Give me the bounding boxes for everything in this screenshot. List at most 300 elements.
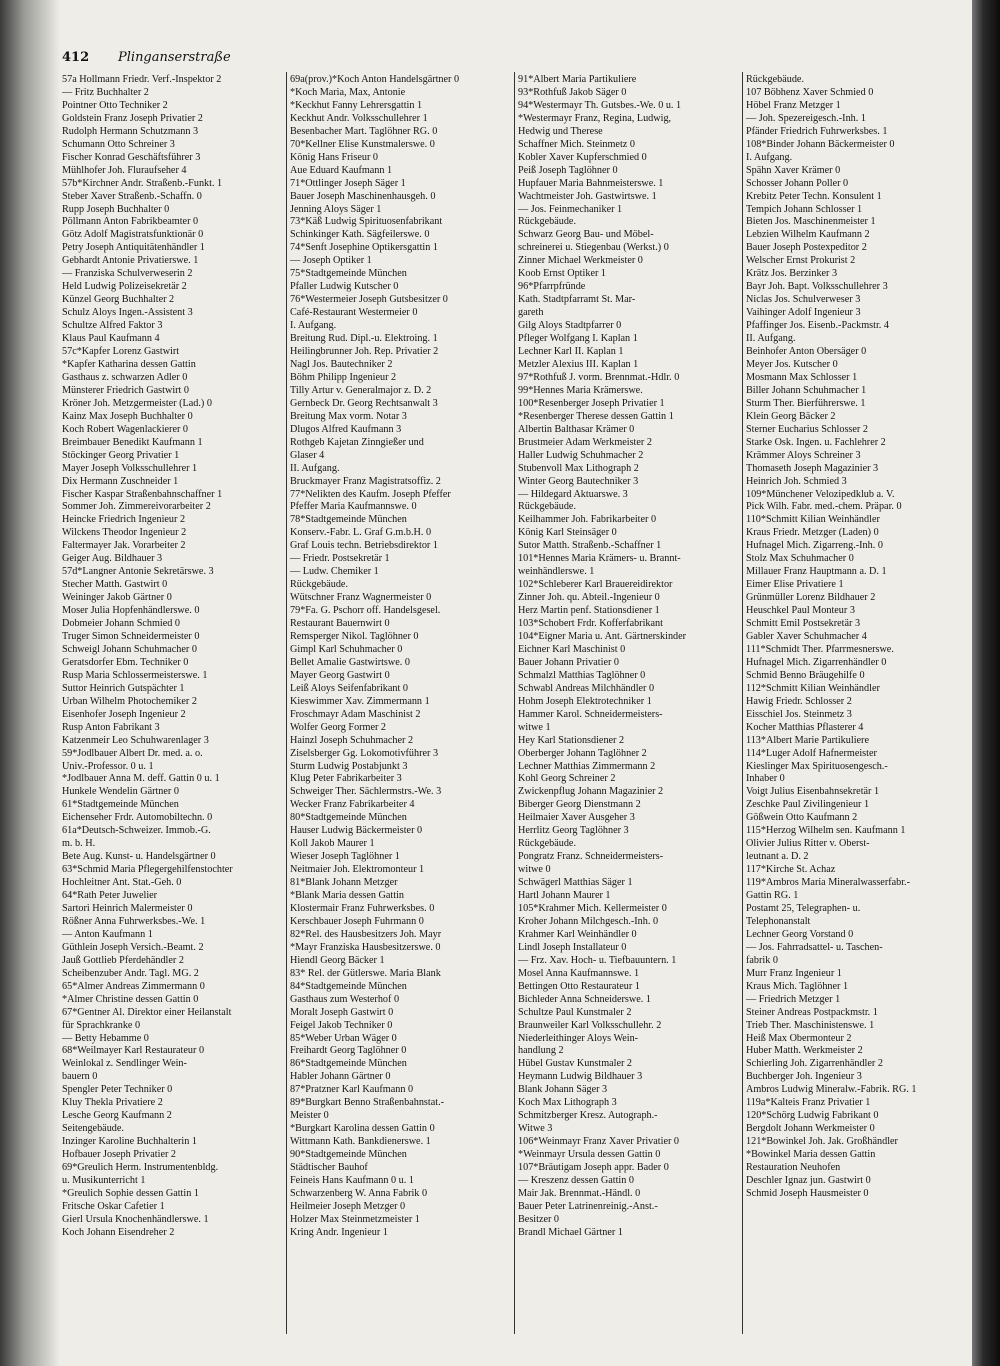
- directory-entry: Mayer Georg Gastwirt 0: [290, 669, 390, 681]
- directory-entry: Biller Johann Schuhmacher 1: [746, 384, 867, 396]
- directory-entry: 119*Ambros Maria Mineralwasserfabr.-: [746, 877, 910, 889]
- directory-entry: Kroher Johann Milchgesch.-Inh. 0: [518, 915, 659, 927]
- directory-entry: *Greulich Sophie dessen Gattin 1: [62, 1187, 199, 1199]
- directory-entry: 57c*Kapfer Lorenz Gastwirt: [62, 346, 180, 358]
- directory-entry: 68*Weilmayer Karl Restaurateur 0: [62, 1045, 205, 1057]
- directory-entry: Pick Wilh. Fabr. med.-chem. Präpar. 0: [746, 501, 902, 513]
- directory-entry: 110*Schmitt Kilian Weinhändler: [746, 514, 880, 526]
- directory-entry: 101*Hennes Maria Krämers- u. Brannt-: [518, 553, 681, 565]
- directory-entry: Besitzer 0: [518, 1213, 560, 1225]
- directory-entry: Rusp Maria Schlossermeisterswe. 1: [62, 669, 208, 681]
- directory-entry: Rupp Joseph Buchhalter 0: [62, 203, 170, 215]
- directory-entry: Biberger Georg Dienstmann 2: [518, 799, 641, 811]
- directory-entry: *Bowinkel Maria dessen Gattin: [746, 1149, 876, 1161]
- directory-entry: 69*Greulich Herm. Instrumentenbldg.: [62, 1162, 219, 1174]
- directory-entry: Mühlhofer Joh. Fluraufseher 4: [62, 164, 187, 176]
- directory-entry: Gattin RG. 1: [746, 890, 799, 902]
- directory-entry: Lesche Georg Kaufmann 2: [62, 1110, 172, 1122]
- directory-entry: Klaus Paul Kaufmann 4: [62, 333, 160, 345]
- column-divider: [742, 72, 743, 1334]
- directory-entry: Heinrich Joh. Schmied 3: [746, 475, 847, 487]
- directory-entry: Hauser Ludwig Bäckermeister 0: [290, 825, 423, 837]
- directory-entry: Geiger Aug. Bildhauer 3: [62, 553, 163, 565]
- directory-entry: Gierl Ursula Knochenhändlerswe. 1: [62, 1213, 209, 1225]
- directory-entry: Hübel Gustav Kunstmaler 2: [518, 1058, 633, 1070]
- directory-entry: Bauer Peter Latrinenreinig.-Anst.-: [518, 1200, 658, 1212]
- directory-entry: Krätz Jos. Berzinker 3: [746, 268, 838, 280]
- directory-entry: Jauß Gottlieb Pferdehändler 2: [62, 954, 184, 966]
- directory-entry: Keilhammer Joh. Fabrikarbeiter 0: [518, 514, 657, 526]
- directory-entry: Künzel Georg Buchhalter 2: [62, 294, 175, 306]
- directory-entry: Wachtmeister Joh. Gastwirtswe. 1: [518, 190, 657, 202]
- directory-entry: Steiner Andreas Postpackmstr. 1: [746, 1006, 878, 1018]
- directory-entry: Bayr Joh. Bapt. Volksschullehrer 3: [746, 281, 888, 293]
- page-number: 412: [62, 50, 90, 65]
- directory-entry: Lechner Georg Vorstand 0: [746, 928, 854, 940]
- directory-entry: Geratsdorfer Ebm. Techniker 0: [62, 656, 189, 668]
- directory-entry: Pfaller Ludwig Kutscher 0: [290, 281, 399, 293]
- directory-entry: Metzler Alexius III. Kaplan 1: [518, 358, 639, 370]
- directory-entry: Winter Georg Bautechniker 3: [518, 475, 639, 487]
- directory-entry: 65*Almer Andreas Zimmermann 0: [62, 980, 205, 992]
- directory-entry: Bettingen Otto Restaurateur 1: [518, 980, 640, 992]
- directory-entry: Besenbacher Mart. Taglöhner RG. 0: [290, 125, 438, 137]
- directory-entry: Held Ludwig Polizeisekretär 2: [62, 281, 187, 293]
- directory-entry: Steber Xaver Straßenb.-Schaffn. 0: [62, 190, 202, 202]
- directory-entry: Schmid Joseph Hausmeister 0: [746, 1187, 869, 1199]
- directory-entry: Rückgebäude.: [290, 579, 348, 591]
- directory-entry: Gilg Aloys Stadtpfarrer 0: [518, 320, 622, 332]
- directory-entry: Lebzien Wilhelm Kaufmann 2: [746, 229, 870, 241]
- directory-entry: Eimer Elise Privatiere 1: [746, 579, 844, 591]
- directory-entry: Pfaffinger Jos. Eisenb.-Packmstr. 4: [746, 320, 889, 332]
- directory-entry: Kraus Friedr. Metzger (Laden) 0: [746, 527, 879, 539]
- directory-entry: *Almer Christine dessen Gattin 0: [62, 993, 199, 1005]
- directory-entry: — Joseph Optiker 1: [290, 255, 372, 267]
- directory-entry: Voigt Julius Eisenbahnsekretär 1: [746, 786, 880, 798]
- directory-entry: — Friedr. Postsekretär 1: [290, 553, 390, 565]
- directory-entry: Hiendl Georg Bäcker 1: [290, 954, 385, 966]
- directory-entry: leutnant a. D. 2: [746, 851, 809, 863]
- directory-entry: Gasthaus z. schwarzen Adler 0: [62, 371, 188, 383]
- directory-entry: 109*Münchener Velozipedklub a. V.: [746, 488, 895, 500]
- directory-entry: Klein Georg Bäcker 2: [746, 410, 836, 422]
- directory-entry: Wilckens Theodor Ingenieur 2: [62, 527, 187, 539]
- directory-entry: Albertin Balthasar Krämer 0: [518, 423, 635, 435]
- directory-entry: Schwägerl Matthias Säger 1: [518, 877, 633, 889]
- directory-entry: Nagl Jos. Bautechniker 2: [290, 358, 393, 370]
- directory-entry: Feineis Hans Kaufmann 0 u. 1: [290, 1175, 414, 1187]
- directory-entry: Univ.-Professor. 0 u. 1: [62, 760, 154, 772]
- directory-entry: Rückgebäude.: [518, 838, 576, 850]
- directory-entry: Murr Franz Ingenieur 1: [746, 967, 842, 979]
- directory-entry: Inhaber 0: [746, 773, 785, 785]
- directory-entry: Krebitz Peter Techn. Konsulent 1: [746, 190, 882, 202]
- directory-entry: Niclas Jos. Schulverweser 3: [746, 294, 861, 306]
- directory-entry: Hofbauer Joseph Privatier 2: [62, 1149, 177, 1161]
- directory-entry: Schinkinger Kath. Sägfeilerswe. 0: [290, 229, 430, 241]
- directory-entry: Herz Martin penf. Stationsdiener 1: [518, 605, 660, 617]
- directory-entry: schreinerei u. Stiegenbau (Werkst.) 0: [518, 242, 669, 254]
- directory-entry: I. Aufgang.: [290, 320, 337, 332]
- directory-entry: bauern 0: [62, 1071, 98, 1083]
- directory-entry: Heilingbrunner Joh. Rep. Privatier 2: [290, 346, 439, 358]
- directory-entry: Fischer Konrad Geschäftsführer 3: [62, 151, 201, 163]
- directory-entry: Kieslinger Max Spirituosengesch.-: [746, 760, 888, 772]
- column-4: [746, 74, 966, 1334]
- directory-entry: Millauer Franz Hauptmann a. D. 1: [746, 566, 887, 578]
- directory-entry: witwe 0: [518, 864, 551, 876]
- directory-entry: 70*Kellner Elise Kunstmalerswe. 0: [290, 138, 435, 150]
- directory-entry: Stolz Max Schuhmacher 0: [746, 553, 854, 565]
- directory-entry: Schwarzenberg W. Anna Fabrik 0: [290, 1187, 428, 1199]
- directory-entry: 97*Rothfuß J. vorm. Brennmat.-Hdlr. 0: [518, 371, 680, 383]
- directory-entry: Glaser 4: [290, 449, 325, 461]
- directory-entry: Sutor Matth. Straßenb.-Schaffner 1: [518, 540, 662, 552]
- directory-entry: Rusp Anton Fabrikant 3: [62, 721, 160, 733]
- directory-entry: Bauer Joseph Maschinenhausgeh. 0: [290, 190, 436, 202]
- directory-entry: Café-Restaurant Westermeier 0: [290, 307, 418, 319]
- directory-entry: Koll Jakob Maurer 1: [290, 838, 375, 850]
- directory-entry: Sommer Joh. Zimmereivorarbeiter 2: [62, 501, 211, 513]
- directory-entry: Truger Simon Schneidermeister 0: [62, 630, 200, 642]
- directory-entry: Weinlokal z. Sendlinger Wein-: [62, 1058, 187, 1070]
- directory-entry: Spähn Xaver Krämer 0: [746, 164, 841, 176]
- directory-entry: *Resenberger Therese dessen Gattin 1: [518, 410, 674, 422]
- directory-entry: 85*Weber Urban Wäger 0: [290, 1032, 397, 1044]
- directory-entry: Goldstein Franz Joseph Privatier 2: [62, 112, 203, 124]
- directory-entry: Brustmeier Adam Werkmeister 2: [518, 436, 652, 448]
- running-head: Plinganserstraße: [118, 50, 231, 65]
- directory-entry: 111*Schmidt Ther. Pfarrmesnerswe.: [746, 643, 894, 655]
- directory-entry: Bauer Johann Privatier 0: [518, 656, 619, 668]
- directory-entry: Oberberger Johann Taglöhner 2: [518, 747, 647, 759]
- directory-entry: 61*Stadtgemeinde München: [62, 799, 179, 811]
- directory-entry: 86*Stadtgemeinde München: [290, 1058, 407, 1070]
- column-divider: [286, 72, 287, 1334]
- directory-entry: Starke Osk. Ingen. u. Fachlehrer 2: [746, 436, 886, 448]
- directory-entry: Wolfer Georg Former 2: [290, 721, 387, 733]
- directory-entry: II. Aufgang.: [290, 462, 340, 474]
- directory-entry: Eisenhofer Joseph Ingenieur 2: [62, 708, 186, 720]
- directory-entry: — Hildegard Aktuarswe. 3: [518, 488, 628, 500]
- directory-entry: Gernbeck Dr. Georg Rechtsanwalt 3: [290, 397, 438, 409]
- directory-entry: Höbel Franz Metzger 1: [746, 99, 841, 111]
- directory-entry: Scheibenzuber Andr. Tagl. MG. 2: [62, 967, 199, 979]
- directory-entry: 57d*Langner Antonie Sekretärswe. 3: [62, 566, 214, 578]
- directory-entry: Deschler Ignaz jun. Gastwirt 0: [746, 1175, 871, 1187]
- directory-entry: Schultze Paul Kunstmaler 2: [518, 1006, 632, 1018]
- directory-entry: Schmitt Emil Postsekretär 3: [746, 618, 861, 630]
- directory-entry: Dobmeier Johann Schmied 0: [62, 618, 180, 630]
- directory-entry: Schaffner Mich. Steinmetz 0: [518, 138, 635, 150]
- directory-entry: Gimpl Karl Schuhmacher 0: [290, 643, 403, 655]
- directory-entry: Rückgebäude.: [518, 501, 576, 513]
- directory-entry: Mosel Anna Kaufmannswe. 1: [518, 967, 640, 979]
- directory-entry: 74*Senft Josephine Optikersgattin 1: [290, 242, 438, 254]
- directory-entry: Konserv.-Fabr. L. Graf G.m.b.H. 0: [290, 527, 432, 539]
- directory-entry: Götz Adolf Magistratsfunktionär 0: [62, 229, 204, 241]
- directory-entry: 117*Kirche St. Achaz: [746, 864, 836, 876]
- directory-entry: König Hans Friseur 0: [290, 151, 379, 163]
- directory-entry: Hunkele Wendelin Gärtner 0: [62, 786, 179, 798]
- directory-entry: Graf Louis techn. Betriebsdirektor 1: [290, 540, 438, 552]
- directory-entry: 108*Binder Johann Bäckermeister 0: [746, 138, 895, 150]
- directory-entry: Breitung Max vorm. Notar 3: [290, 410, 407, 422]
- directory-entry: Klostermair Franz Fuhrwerksbes. 0: [290, 903, 435, 914]
- directory-entry: Pöllmann Anton Fabrikbeamter 0: [62, 216, 199, 228]
- directory-entry: Froschmayr Adam Maschinist 2: [290, 708, 421, 720]
- directory-entry: 114*Luger Adolf Hafnermeister: [746, 747, 877, 759]
- directory-entry: — Ludw. Chemiker 1: [290, 566, 379, 578]
- directory-entry: 107 Böbhenz Xaver Schmied 0: [746, 86, 874, 98]
- directory-entry: m. b. H.: [62, 838, 96, 850]
- directory-entry: Schierling Joh. Zigarrenhändler 2: [746, 1058, 883, 1070]
- directory-entry: Bruckmayer Franz Magistratsoffiz. 2: [290, 475, 441, 487]
- directory-entry: 73*Käß Ludwig Spirituosenfabrikant: [290, 216, 443, 228]
- directory-entry: 67*Gentner Al. Direktor einer Heilanstalt: [62, 1006, 232, 1018]
- directory-entry: 59*Jodlbauer Albert Dr. med. a. o.: [62, 747, 203, 759]
- column-3: [518, 74, 738, 1334]
- directory-entry: fabrik 0: [746, 954, 778, 966]
- directory-entry: Kieswimmer Xav. Zimmermann 1: [290, 695, 430, 707]
- directory-entry: 78*Stadtgemeinde München: [290, 514, 407, 526]
- directory-entry: 112*Schmitt Kilian Weinhändler: [746, 682, 880, 694]
- directory-entry: 102*Schleberer Karl Brauereidirektor: [518, 579, 673, 591]
- directory-entry: Zinner Michael Werkmeister 0: [518, 255, 643, 267]
- directory-entry: 71*Ottlinger Joseph Säger 1: [290, 177, 406, 189]
- directory-entry: Faltermayer Jak. Vorarbeiter 2: [62, 540, 186, 552]
- directory-entry: 119a*Kalteis Franz Privatier 1: [746, 1097, 871, 1109]
- directory-entry: Sturm Ther. Bierführerswe. 1: [746, 397, 866, 409]
- directory-entry: Freihardt Georg Taglöhner 0: [290, 1045, 407, 1057]
- directory-entry: Koch Max Lithograph 3: [518, 1097, 617, 1109]
- directory-entry: Feigel Jakob Techniker 0: [290, 1019, 393, 1031]
- directory-entry: 107*Bräutigam Joseph appr. Bader 0: [518, 1162, 669, 1174]
- directory-entry: 64*Rath Peter Juwelier: [62, 890, 158, 902]
- directory-entry: *Westermayr Franz, Regina, Ludwig,: [518, 112, 672, 124]
- column-divider: [514, 72, 515, 1334]
- directory-entry: — Joh. Spezereigesch.-Inh. 1: [746, 112, 866, 124]
- directory-entry: 91*Albert Maria Partikuliere: [518, 74, 637, 85]
- directory-entry: Trieb Ther. Maschinistenswe. 1: [746, 1019, 875, 1031]
- directory-entry: Bichleder Anna Schneiderswe. 1: [518, 993, 651, 1005]
- directory-entry: Rückgebäude.: [746, 74, 804, 85]
- directory-entry: 77*Nelikten des Kaufm. Joseph Pfeffer: [290, 488, 451, 500]
- directory-entry: Restauration Neuhofen: [746, 1162, 841, 1174]
- directory-entry: Pfleger Wolfgang I. Kaplan 1: [518, 333, 638, 345]
- directory-entry: Hochleitner Ant. Stat.-Geh. 0: [62, 877, 182, 889]
- directory-entry: 99*Hennes Maria Krämerswe.: [518, 384, 643, 396]
- directory-entry: 120*Schörg Ludwig Fabrikant 0: [746, 1110, 879, 1122]
- directory-entry: Heilmeier Joseph Metzger 0: [290, 1200, 406, 1212]
- directory-entry: *Jodlbauer Anna M. deff. Gattin 0 u. 1: [62, 773, 220, 785]
- directory-entry: Kainz Max Joseph Buchhalter 0: [62, 410, 193, 422]
- directory-entry: Stubenvoll Max Lithograph 2: [518, 462, 639, 474]
- directory-entry: Rothgeb Kajetan Zinngießer und: [290, 436, 424, 448]
- directory-entry: Mair Jak. Brennmat.-Händl. 0: [518, 1187, 641, 1199]
- directory-entry: 90*Stadtgemeinde München: [290, 1149, 407, 1161]
- directory-entry: Koch Robert Wagenlackierer 0: [62, 423, 188, 435]
- directory-entry: Inzinger Karoline Buchhalterin 1: [62, 1136, 197, 1148]
- directory-entry: Spengler Peter Techniker 0: [62, 1084, 173, 1096]
- directory-entry: Kocher Matthias Pflasterer 4: [746, 721, 864, 733]
- directory-entry: Zwickenpflug Johann Magazinier 2: [518, 786, 664, 798]
- directory-entry: 93*Rothfuß Jakob Säger 0: [518, 86, 627, 98]
- directory-entry: Dlugos Alfred Kaufmann 3: [290, 423, 402, 435]
- directory-entry: 82*Rel. des Hausbesitzers Joh. Mayr: [290, 928, 442, 940]
- directory-entry: *Keckhut Fanny Lehrersgattin 1: [290, 99, 423, 111]
- directory-entry: 89*Burgkart Benno Straßenbahnstat.-: [290, 1097, 445, 1109]
- directory-entry: Fischer Kaspar Straßenbahnschaffner 1: [62, 488, 223, 500]
- directory-entry: Buchberger Joh. Ingenieur 3: [746, 1071, 862, 1083]
- directory-entry: Gasthaus zum Westerhof 0: [290, 993, 400, 1005]
- page-header: [62, 50, 962, 70]
- directory-entry: Ambros Ludwig Mineralw.-Fabrik. RG. 1: [746, 1084, 917, 1096]
- directory-entry: Kring Andr. Ingenieur 1: [290, 1226, 388, 1238]
- directory-entry: — Betty Hebamme 0: [62, 1032, 149, 1044]
- directory-entry: Hey Karl Stationsdiener 2: [518, 734, 625, 746]
- directory-entry: *Mayr Franziska Hausbesitzerswe. 0: [290, 941, 441, 953]
- directory-entry: Aue Eduard Kaufmann 1: [290, 164, 393, 176]
- directory-entry: Neitmaier Joh. Elektromonteur 1: [290, 864, 425, 876]
- directory-entry: 80*Stadtgemeinde München: [290, 812, 407, 824]
- directory-entry: Olivier Julius Ritter v. Oberst-: [746, 838, 870, 850]
- directory-entry: Bauer Joseph Postexpeditor 2: [746, 242, 867, 254]
- directory-entry: Stecher Matth. Gastwirt 0: [62, 579, 168, 591]
- directory-entry: Hawig Friedr. Schlosser 2: [746, 695, 852, 707]
- directory-entry: Moser Julia Hopfenhändlerswe. 0: [62, 605, 200, 617]
- directory-entry: 103*Schobert Frdr. Kofferfabrikant: [518, 618, 663, 630]
- directory-entry: 106*Weinmayr Franz Xaver Privatier 0: [518, 1136, 679, 1148]
- directory-entry: Beinhofer Anton Obersäger 0: [746, 346, 867, 358]
- directory-entry: *Burgkart Karolina dessen Gattin 0: [290, 1123, 435, 1135]
- directory-entry: Hammer Karol. Schneidermeisters-: [518, 708, 663, 720]
- directory-entry: 84*Stadtgemeinde München: [290, 980, 407, 992]
- directory-entry: Breitung Rud. Dipl.-u. Elektroing. 1: [290, 333, 438, 345]
- directory-entry: Haller Ludwig Schuhmacher 2: [518, 449, 644, 461]
- directory-entry: Holzer Max Steinmetzmeister 1: [290, 1213, 420, 1225]
- directory-entry: Kerschbauer Joseph Fuhrmann 0: [290, 915, 424, 927]
- directory-entry: 63*Schmid Maria Pflegergehilfenstochter: [62, 864, 233, 876]
- binding-shadow: [0, 0, 60, 1366]
- directory-entry: Schmalzl Matthias Taglöhner 0: [518, 669, 646, 681]
- directory-entry: Meister 0: [290, 1110, 329, 1122]
- directory-entry: 115*Herzog Wilhelm sen. Kaufmann 1: [746, 825, 906, 837]
- directory-entry: Kluy Thekla Privatiere 2: [62, 1097, 163, 1109]
- directory-entry: Seitengebäude.: [62, 1123, 124, 1135]
- directory-entry: Lechner Matthias Zimmermann 2: [518, 760, 656, 772]
- directory-entry: 81*Blank Johann Metzger: [290, 877, 398, 889]
- directory-entry: Huber Matth. Werkmeister 2: [746, 1045, 863, 1057]
- directory-entry: Wütschner Franz Wagnermeister 0: [290, 592, 432, 604]
- directory-entry: witwe 1: [518, 721, 551, 733]
- directory-entry: Herrlitz Georg Taglöhner 3: [518, 825, 629, 837]
- directory-entry: Peiß Joseph Taglöhner 0: [518, 164, 618, 176]
- directory-entry: Bete Aug. Kunst- u. Handelsgärtner 0: [62, 851, 216, 863]
- directory-entry: Tilly Artur v. Generalmajor z. D. 2: [290, 384, 432, 396]
- directory-entry: Witwe 3: [518, 1123, 553, 1135]
- directory-entry: Heilmaier Xaver Ausgeher 3: [518, 812, 635, 824]
- directory-entry: Hohm Joseph Elektrotechniker 1: [518, 695, 652, 707]
- directory-entry: — Jos. Feinmechaniker 1: [518, 203, 623, 215]
- directory-entry: 104*Eigner Maria u. Ant. Gärtnerskinder: [518, 630, 687, 642]
- directory-entry: II. Aufgang.: [746, 333, 796, 345]
- directory-entry: 79*Fa. G. Pschorr off. Handelsgesel.: [290, 605, 441, 617]
- directory-entry: Hufnagel Mich. Zigarreng.-Inh. 0: [746, 540, 883, 552]
- directory-entry: 100*Resenberger Joseph Privatier 1: [518, 397, 665, 409]
- directory-entry: Dix Hermann Zuschneider 1: [62, 475, 179, 487]
- directory-entry: Tempich Johann Schlosser 1: [746, 203, 863, 215]
- directory-entry: Braunweiler Karl Volksschullehr. 2: [518, 1019, 662, 1031]
- directory-entry: Remsperger Nikol. Taglöhner 0: [290, 630, 419, 642]
- directory-entry: Grünmüller Lorenz Bildhauer 2: [746, 592, 876, 604]
- directory-entry: Krämmer Aloys Schreiner 3: [746, 449, 861, 461]
- directory-entry: Ziselsberger Gg. Lokomotivführer 3: [290, 747, 439, 759]
- directory-entry: Münsterer Friedrich Gastwirt 0: [62, 384, 190, 396]
- directory-entry: Hufnagel Mich. Zigarrenhändler 0: [746, 656, 887, 668]
- directory-entry: Meyer Jos. Kutscher 0: [746, 358, 838, 370]
- directory-entry: Pongratz Franz. Schneidermeisters-: [518, 851, 664, 863]
- directory-entry: Postamt 25, Telegraphen- u.: [746, 903, 861, 914]
- directory-entry: Stöckinger Georg Privatier 1: [62, 449, 180, 461]
- directory-entry: Städtischer Bauhof: [290, 1162, 368, 1174]
- directory-entry: Gabler Xaver Schuhmacher 4: [746, 630, 867, 642]
- directory-entry: Schwabl Andreas Milchhändler 0: [518, 682, 655, 694]
- directory-entry: Heiß Max Obermonteur 2: [746, 1032, 852, 1044]
- directory-entry: Schweigl Johann Schuhmacher 0: [62, 643, 197, 655]
- directory-entry: Mayer Joseph Volksschullehrer 1: [62, 462, 198, 474]
- page-edge: [972, 0, 1000, 1366]
- directory-entry: 76*Westermeier Joseph Gutsbesitzer 0: [290, 294, 448, 306]
- directory-entry: Klug Peter Fabrikarbeiter 3: [290, 773, 402, 785]
- directory-entry: *Blank Maria dessen Gattin: [290, 890, 405, 902]
- directory-entry: Hupfauer Maria Bahnmeisterswe. 1: [518, 177, 664, 189]
- directory-entry: handlung 2: [518, 1045, 564, 1057]
- directory-entry: Schultze Alfred Faktor 3: [62, 320, 163, 332]
- directory-entry: für Sprachkranke 0: [62, 1019, 141, 1031]
- directory-entry: gareth: [518, 307, 544, 319]
- directory-entry: 105*Krahmer Mich. Kellermeister 0: [518, 903, 667, 914]
- directory-entry: Rößner Anna Fuhrwerksbes.-We. 1: [62, 915, 206, 927]
- directory-entry: Schosser Johann Poller 0: [746, 177, 849, 189]
- directory-entry: Hedwig und Therese: [518, 125, 603, 137]
- directory-entry: Leiß Aloys Seifenfabrikant 0: [290, 682, 408, 694]
- directory-entry: Fritsche Oskar Cafetier 1: [62, 1200, 165, 1212]
- directory-entry: Weininger Jakob Gärtner 0: [62, 592, 172, 604]
- directory-entry: Wittmann Kath. Bankdienerswe. 1: [290, 1136, 431, 1148]
- directory-entry: *Koch Maria, Max, Antonie: [290, 86, 406, 98]
- directory-entry: Bergdolt Johann Werkmeister 0: [746, 1123, 875, 1135]
- directory-entry: Kohl Georg Schreiner 2: [518, 773, 616, 785]
- directory-entry: Urban Wilhelm Photochemiker 2: [62, 695, 197, 707]
- directory-entry: Schwarz Georg Bau- und Möbel-: [518, 229, 654, 241]
- directory-entry: Zinner Joh. qu. Abteil.-Ingenieur 0: [518, 592, 660, 604]
- directory-entry: weinhändlerswe. 1: [518, 566, 595, 578]
- directory-entry: Koch Johann Eisendreher 2: [62, 1226, 175, 1238]
- directory-entry: Gebhardt Antonie Privatierswe. 1: [62, 255, 199, 267]
- directory-entry: — Franziska Schulverweserin 2: [62, 268, 193, 280]
- directory-entry: Habler Johann Gärtner 0: [290, 1071, 391, 1083]
- directory-entry: Rückgebäude.: [518, 216, 576, 228]
- directory-entry: Katzenmeir Leo Schuhwarenlager 3: [62, 734, 209, 746]
- directory-entry: *Weinmayr Ursula dessen Gattin 0: [518, 1149, 661, 1161]
- directory-entry: 57a Hollmann Friedr. Verf.-Inspektor 2: [62, 74, 222, 85]
- directory-entry: Hartl Johann Maurer 1: [518, 890, 611, 902]
- column-1: [62, 74, 284, 1334]
- directory-entry: — Fritz Buchhalter 2: [62, 86, 149, 98]
- directory-entry: Heuschkel Paul Monteur 3: [746, 605, 855, 617]
